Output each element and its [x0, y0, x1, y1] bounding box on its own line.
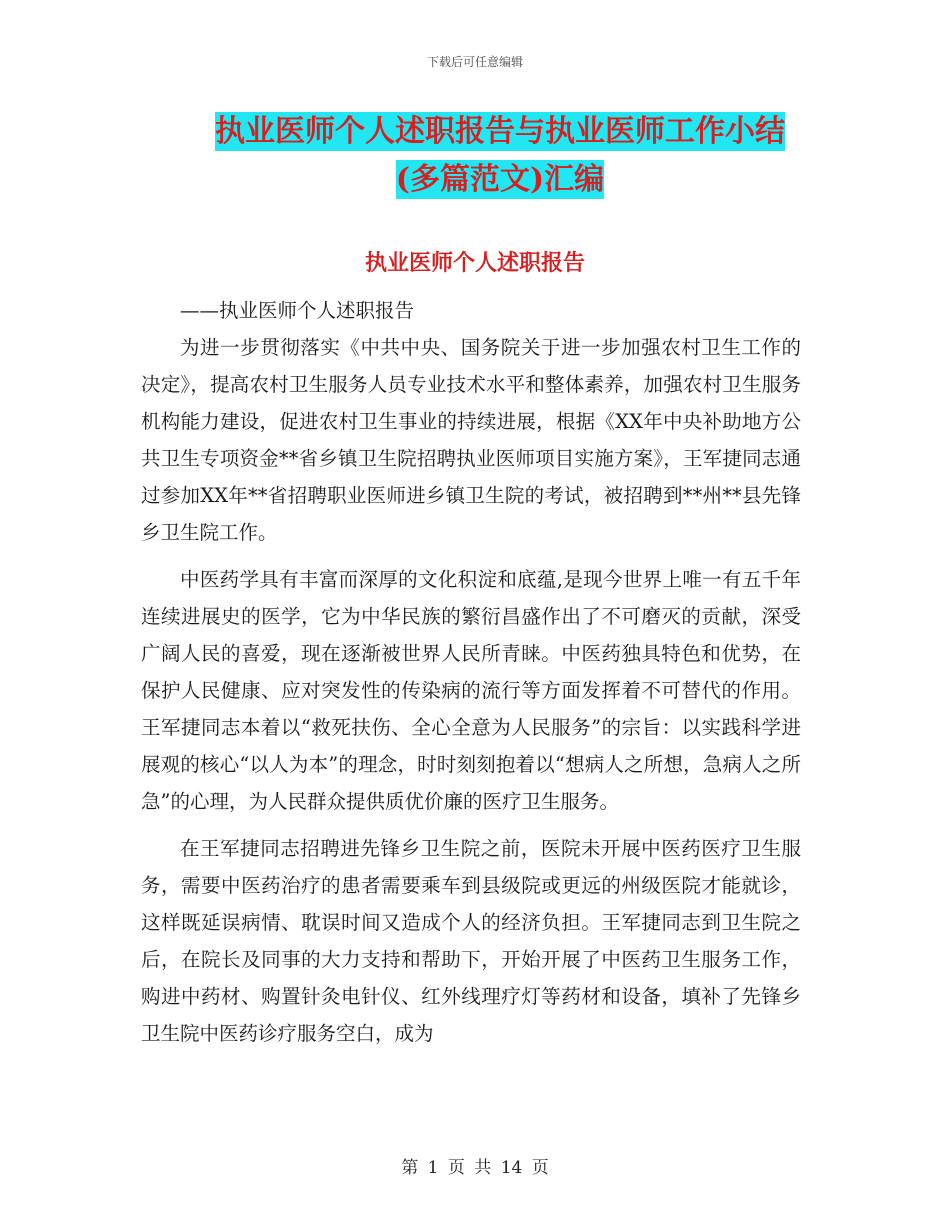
subtitle: ——执业医师个人述职报告 [180, 299, 415, 322]
document-title [200, 108, 800, 204]
paragraph-1: 为进一步贯彻落实《中共中央、国务院关于进一步加强农村卫生工作的决定》，提高农村卫生服务人员专业技术水平和整体素养，加强农村卫生服务机构能力建设，促进农村卫生事业的持续进展，根据《XX年中央补助地方公共卫生专项资金**省乡镇卫生院招聘执业医师项目实施方案》，王军捷同志通过参加XX年**省招聘职业医师进乡镇卫生院的考试，被招聘到**州**县先锋乡卫生院工作。 [141, 336, 801, 544]
header-note: 下载后可任意编辑 [426, 55, 523, 69]
paragraph-2: 中医药学具有丰富而深厚的文化积淀和底蕴,是现今世界上唯一有五千年连续进展史的医学，它为中华民族的繁衍昌盛作出了不可磨灭的贡献，深受广阔人民的喜爱，现在逐渐被世界人民所青睐。中医药独具特色和优势，在保护人民健康、应对突发性的传染病的流行等方面发挥着不可替代的作用。王军捷同志本着以“救死扶伤、全心全意为人民服务”的宗旨：以实践科学进展观的核心“以人为本”的理念，时时刻刻抱着以“想病人之所想，急病人之所急”的心理，为人民群众提供质优价廉的医疗卫生服务。 [141, 568, 801, 813]
section-title: 执业医师个人述职报告 [364, 250, 585, 276]
page-number: 第 1 页 共 14 页 [401, 1158, 549, 1178]
paragraph-3: 在王军捷同志招聘进先锋乡卫生院之前，医院未开展中医药医疗卫生服务，需要中医药治疗的患者需要乘车到县级院或更远的州级医院才能就诊，这样既延误病情、耽误时间又造成个人的经济负担。王军捷同志到卫生院之后，在院长及同事的大力支持和帮助下，开始开展了中医药卫生服务工作，购进中药材、购置针灸电针仪、红外线理疗灯等药材和设备，填补了先锋乡卫生院中医药诊疗服务空白，成为 [141, 837, 801, 1045]
document-body [141, 292, 801, 1052]
document-title-text: 执业医师个人述职报告与执业医师工作小结(多篇范文)汇编 [215, 114, 785, 197]
